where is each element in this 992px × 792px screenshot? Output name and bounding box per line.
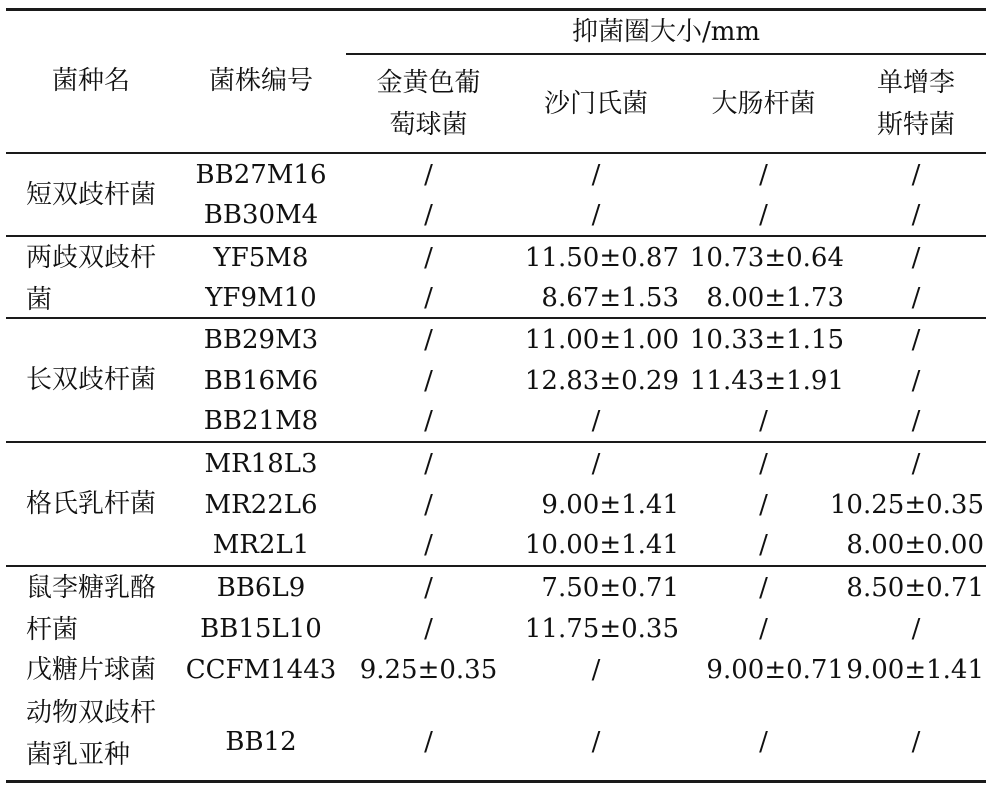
value-salmonella-text: 7.50±0.71 <box>541 572 679 603</box>
value-salmonella <box>511 706 681 778</box>
value-listeria <box>846 567 986 608</box>
value-salmonella-text: 9.00±1.41 <box>541 489 679 520</box>
strain-id-text: BB6L9 <box>216 572 306 603</box>
value-ecoli-text: / <box>759 200 768 230</box>
strain-id-text: BB27M16 <box>195 159 327 190</box>
value-staph <box>346 484 511 525</box>
header-col2 <box>511 58 681 150</box>
value-listeria-text: / <box>911 448 921 479</box>
value-listeria-text: / <box>911 242 921 273</box>
value-salmonella-text: 11.00±1.00 <box>524 324 679 355</box>
value-salmonella-text: / <box>591 727 601 757</box>
value-staph <box>346 525 511 565</box>
value-ecoli-text: 10.73±0.64 <box>689 242 844 273</box>
strain-id-text: BB16M6 <box>203 365 319 396</box>
header-col1-line2: 萄球菌 <box>389 110 468 140</box>
value-ecoli <box>681 278 846 317</box>
header-strain <box>176 56 346 106</box>
value-listeria <box>829 484 986 525</box>
value-ecoli <box>681 154 846 195</box>
value-ecoli-text: / <box>759 613 768 644</box>
value-ecoli <box>681 567 846 608</box>
value-salmonella <box>511 195 681 235</box>
strain-id-text: YF5M8 <box>213 242 309 273</box>
value-ecoli-text: / <box>759 489 768 520</box>
group-header-text: 抑菌圈大小/mm <box>571 17 761 47</box>
value-ecoli <box>681 195 846 235</box>
value-salmonella-text: 11.75±0.35 <box>524 613 679 644</box>
value-salmonella <box>511 484 681 525</box>
value-salmonella-text: 10.00±1.41 <box>524 530 679 560</box>
value-ecoli <box>681 706 846 778</box>
value-salmonella <box>511 567 681 608</box>
value-listeria-text: 8.00±0.00 <box>846 530 984 560</box>
value-listeria-text: / <box>911 613 921 644</box>
strain-id <box>176 360 346 401</box>
value-salmonella-text: / <box>591 200 601 230</box>
value-ecoli <box>681 237 846 278</box>
value-salmonella <box>511 319 681 360</box>
value-listeria <box>846 154 986 195</box>
value-listeria <box>846 608 986 649</box>
strain-id <box>176 484 346 525</box>
species-cell <box>6 237 176 317</box>
species-name-line1: 动物双歧杆 <box>26 698 157 728</box>
header-col1 <box>346 58 511 150</box>
value-salmonella <box>511 237 681 278</box>
value-staph-text: / <box>424 572 433 603</box>
value-staph <box>346 706 511 778</box>
value-listeria <box>846 649 986 690</box>
species-name-line1: 鼠李糖乳酪 <box>26 573 157 603</box>
header-col1-line1: 金黄色葡 <box>376 68 481 98</box>
value-ecoli-text: / <box>759 530 768 560</box>
value-staph-text: / <box>424 242 433 273</box>
species-name: 戊糖片球菌 <box>26 654 157 685</box>
value-salmonella-text: 12.83±0.29 <box>524 365 679 396</box>
species-cell <box>6 692 176 778</box>
header-col3-text: 大肠杆菌 <box>711 89 816 119</box>
value-listeria <box>846 360 986 401</box>
value-ecoli <box>681 360 846 401</box>
strain-id <box>176 443 346 484</box>
strain-id <box>176 319 346 360</box>
value-staph <box>346 237 511 278</box>
strain-id-text: BB30M4 <box>203 200 319 230</box>
species-cell <box>6 443 176 565</box>
bottom-rule <box>6 780 986 783</box>
value-listeria-text: 9.00±1.41 <box>846 654 984 685</box>
header-col4-line2: 斯特菌 <box>876 110 955 140</box>
value-listeria-text: / <box>911 159 921 190</box>
species-cell <box>6 649 176 690</box>
value-ecoli-text: 11.43±1.91 <box>689 365 844 396</box>
value-staph <box>346 649 511 690</box>
value-salmonella <box>511 360 681 401</box>
strain-id <box>176 401 346 441</box>
strain-id <box>176 237 346 278</box>
header-col3 <box>681 58 846 150</box>
value-salmonella-text: 8.67±1.53 <box>541 282 679 313</box>
value-listeria-text: / <box>911 365 921 396</box>
value-listeria-text: / <box>911 727 921 757</box>
value-staph-text: / <box>424 324 433 355</box>
value-salmonella-text: / <box>591 159 601 190</box>
value-staph-text: / <box>424 530 433 560</box>
strain-id <box>176 608 346 649</box>
strain-id-text: MR2L1 <box>212 530 310 560</box>
value-staph-text: / <box>424 159 433 190</box>
strain-id <box>176 706 346 778</box>
value-ecoli-text: / <box>759 406 768 436</box>
strain-id <box>176 195 346 235</box>
header-col2-text: 沙门氏菌 <box>543 89 648 119</box>
value-salmonella <box>511 401 681 441</box>
value-ecoli-text: / <box>759 448 768 479</box>
value-listeria <box>846 443 986 484</box>
species-name-line2: 菌乳亚种 <box>26 740 131 770</box>
value-salmonella <box>511 443 681 484</box>
value-listeria-text: / <box>911 324 921 355</box>
value-salmonella-text: / <box>591 406 601 436</box>
value-staph <box>346 360 511 401</box>
top-rule <box>6 8 986 11</box>
value-ecoli-text: 10.33±1.15 <box>689 324 844 355</box>
strain-id-text: YF9M10 <box>205 282 317 313</box>
value-ecoli <box>681 443 846 484</box>
value-salmonella <box>511 278 681 317</box>
value-listeria <box>846 319 986 360</box>
value-ecoli-text: 8.00±1.73 <box>706 282 844 313</box>
value-salmonella-text: / <box>591 654 601 685</box>
species-cell <box>6 154 176 235</box>
value-staph-text: / <box>424 727 433 757</box>
antibacterial-table <box>6 6 986 786</box>
species-cell <box>6 319 176 441</box>
header-species-text: 菌种名 <box>51 66 130 96</box>
value-staph <box>346 154 511 195</box>
value-staph-text: / <box>424 489 433 520</box>
value-staph <box>346 567 511 608</box>
header-col4-line1: 单增李 <box>876 68 955 98</box>
value-ecoli <box>681 608 846 649</box>
value-staph-text: / <box>424 613 433 644</box>
value-staph-text: / <box>424 282 433 313</box>
value-listeria <box>846 237 986 278</box>
value-ecoli-text: / <box>759 572 768 603</box>
value-staph-text: / <box>424 448 433 479</box>
header-species <box>6 56 176 106</box>
value-salmonella <box>511 649 681 690</box>
strain-id <box>176 154 346 195</box>
value-staph-text: / <box>424 365 433 396</box>
species-cell <box>6 567 176 649</box>
value-ecoli-text: / <box>759 727 768 757</box>
value-listeria-text: / <box>911 200 921 230</box>
value-salmonella-text: 11.50±0.87 <box>524 242 679 273</box>
strain-id-text: BB12 <box>225 727 297 757</box>
value-salmonella <box>511 525 681 565</box>
value-listeria <box>846 195 986 235</box>
strain-id-text: BB21M8 <box>203 406 319 436</box>
value-staph <box>346 278 511 317</box>
value-listeria-text: 8.50±0.71 <box>846 572 984 603</box>
value-staph <box>346 608 511 649</box>
value-ecoli <box>681 401 846 441</box>
strain-id-text: MR22L6 <box>204 489 318 520</box>
value-ecoli-text: 9.00±0.71 <box>706 654 844 685</box>
species-name: 格氏乳杆菌 <box>26 489 157 519</box>
value-ecoli <box>681 525 846 565</box>
header-strain-text: 菌株编号 <box>208 66 313 96</box>
species-name: 长双歧杆菌 <box>26 365 157 395</box>
strain-id-text: BB29M3 <box>203 324 319 355</box>
header-col4 <box>846 58 986 150</box>
strain-id <box>176 649 346 690</box>
value-listeria-text: / <box>911 406 921 436</box>
strain-id-text: CCFM1443 <box>185 654 337 685</box>
value-staph <box>346 401 511 441</box>
value-listeria-text: / <box>911 282 921 313</box>
strain-id-text: MR18L3 <box>204 448 318 479</box>
value-ecoli-text: / <box>759 159 768 190</box>
value-salmonella <box>511 608 681 649</box>
strain-id <box>176 525 346 565</box>
value-listeria <box>846 525 986 565</box>
value-listeria <box>846 706 986 778</box>
strain-id <box>176 567 346 608</box>
value-ecoli <box>681 649 846 690</box>
group-header-rule <box>346 53 986 55</box>
value-staph <box>346 195 511 235</box>
value-listeria-text: 10.25±0.35 <box>829 489 984 520</box>
value-staph-text: / <box>424 406 433 436</box>
species-name: 短双歧杆菌 <box>26 179 157 210</box>
strain-id <box>176 278 346 317</box>
species-name-line1: 两歧双歧杆 <box>26 243 157 273</box>
value-staph <box>346 443 511 484</box>
value-ecoli <box>681 319 846 360</box>
value-staph-text: 9.25±0.35 <box>359 654 498 685</box>
value-staph-text: / <box>424 200 433 230</box>
value-ecoli <box>681 484 846 525</box>
value-listeria <box>846 401 986 441</box>
value-listeria <box>846 278 986 317</box>
group-header <box>346 12 986 52</box>
species-name-line2: 杆菌 <box>26 615 79 645</box>
value-salmonella <box>511 154 681 195</box>
species-name-line2: 菌 <box>26 285 53 315</box>
strain-id-text: BB15L10 <box>200 613 322 644</box>
value-staph <box>346 319 511 360</box>
value-salmonella-text: / <box>591 448 601 479</box>
